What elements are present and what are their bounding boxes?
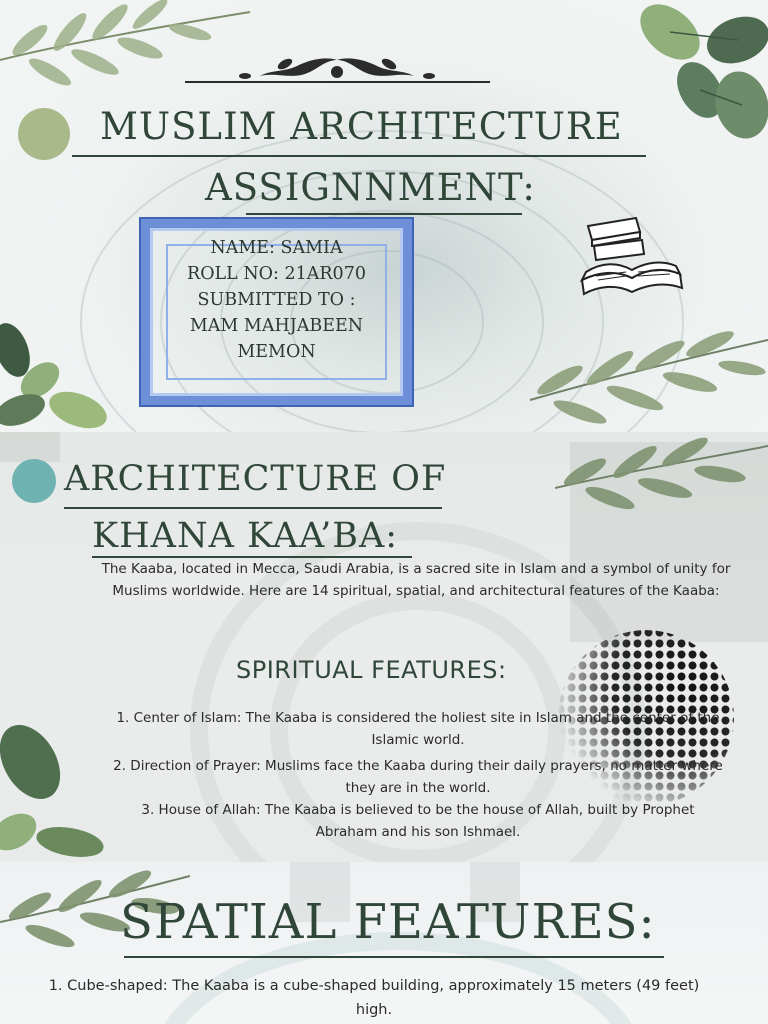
kaaba-section	[0, 432, 768, 862]
leaf-branch-right	[520, 320, 768, 432]
detail-teacher-name: MAM MAHJABEEN	[189, 316, 364, 336]
cover-title-line1: MUSLIM ARCHITECTURE	[100, 105, 623, 148]
kaaba-heading-underline-1	[64, 507, 442, 509]
detail-teacher-surname: MEMON	[237, 342, 316, 362]
leaf-cluster-top-right	[630, 0, 768, 150]
cover-section	[0, 0, 768, 432]
leaf-cluster-left	[0, 310, 120, 432]
spatial-features-heading: SPATIAL FEATURES:	[120, 894, 656, 950]
ornament-divider	[185, 52, 490, 90]
leaf-cluster-kaaba-left	[0, 702, 140, 862]
spiritual-item-2: 2. Direction of Prayer: Muslims face the Kaaba during their daily prayers, no matter where they are in the world.	[113, 758, 723, 796]
detail-submitted-to: SUBMITTED TO :	[197, 290, 356, 310]
detail-name: NAME: SAMIA	[210, 238, 343, 258]
spatial-section	[0, 862, 768, 1024]
spatial-heading-underline	[124, 956, 664, 958]
kaaba-heading-line1: ARCHITECTURE OF	[64, 459, 447, 499]
spatial-item-1: 1. Cube-shaped: The Kaaba is a cube-shaped building, approximately 15 meters (49 feet) high.	[48, 978, 700, 1018]
kaaba-intro: The Kaaba, located in Mecca, Saudi Arabia, is a sacred site in Islam and a symbol of unity for Muslims worldwide. Here are 14 spiritual, spatial, and architectural features of the Kaaba:	[101, 561, 731, 599]
spiritual-item-1: 1. Center of Islam: The Kaaba is considered the holiest site in Islam and the center of the Islamic world.	[116, 710, 720, 748]
cover-title-line2: ASSIGNNMENT:	[205, 166, 536, 209]
title-underline-2	[246, 213, 522, 215]
detail-roll-no: ROLL NO: 21AR070	[187, 264, 366, 284]
student-details	[141, 235, 412, 365]
olive-bullet-dot	[18, 108, 70, 160]
spiritual-item-3: 3. House of Allah: The Kaaba is believed to be the house of Allah, built by Prophet Abraham and his son Ishmael.	[141, 802, 695, 840]
teal-bullet-dot	[12, 459, 56, 503]
books-icon	[578, 210, 686, 302]
title-underline-1	[72, 155, 646, 157]
leaf-branch-kaaba-right	[555, 432, 768, 512]
spiritual-features-heading: SPIRITUAL FEATURES:	[236, 656, 507, 684]
kaaba-heading-line2: KHANA KAA’BA:	[92, 516, 399, 556]
